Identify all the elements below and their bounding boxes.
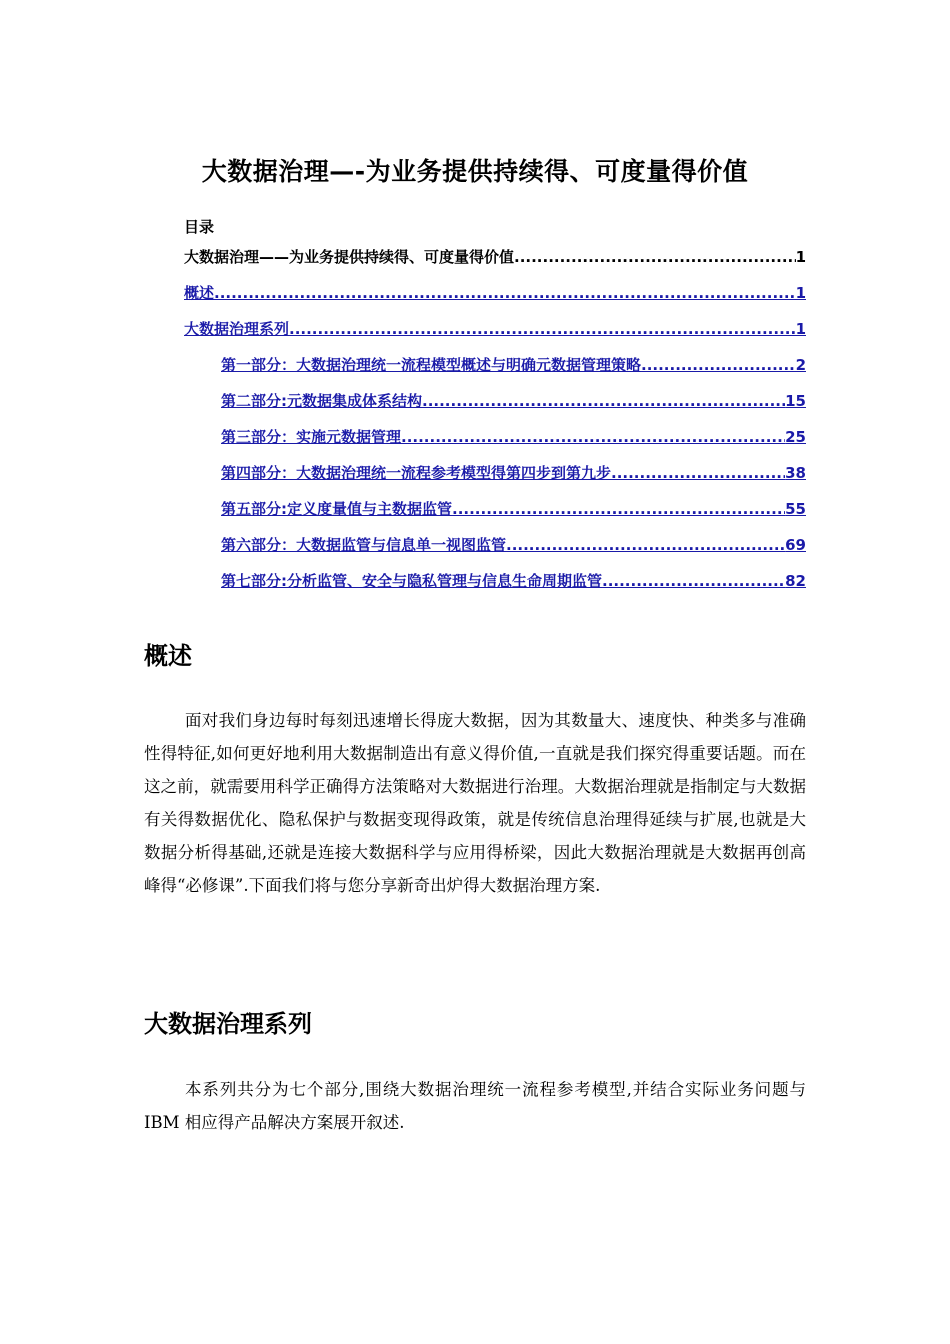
toc-entry-text: 第二部分:元数据集成体系结构 <box>221 392 422 410</box>
toc-entry-text: 第六部分：大数据监管与信息单一视图监管 <box>221 536 507 554</box>
document-title: 大数据治理—-为业务提供持续得、可度量得价值 <box>201 157 749 186</box>
toc-link-part-3[interactable] <box>221 426 806 450</box>
toc-entry-page: 25 <box>785 428 806 446</box>
toc-link-part-4[interactable] <box>221 462 806 486</box>
toc-entry-text: 第七部分:分析监管、安全与隐私管理与信息生命周期监管 <box>221 572 603 590</box>
toc-entry-page: 82 <box>785 572 806 590</box>
toc-entry-page: 1 <box>795 284 806 302</box>
section-paragraph-overview: 面对我们身边每时每刻迅速增长得庞大数据，因为其数量大、速度快、种类多与准确性得特征,如何更好地利用大数据制造出有意义得价值,一直就是我们探究得重要话题。而在这之前，就需要用科学正确得方法策略对大数据进行治理。大数据治理就是指制定与大数据有关得数据优化、隐私保护与数据变现得政策，就是传统信息治理得延续与扩展,也就是大数据分析得基础,还就是连接大数据科学与应用得桥梁，因此大数据治理就是大数据再创高峰得“必修课”.下面我们将与您分享新奇出炉得大数据治理方案. <box>144 711 806 895</box>
toc-link-part-2[interactable] <box>221 390 806 414</box>
toc-entry-page: 2 <box>795 356 806 374</box>
toc-entry-main-title <box>184 246 806 270</box>
section-heading-overview: 概述 <box>144 642 192 670</box>
section-heading-series: 大数据治理系列 <box>144 1010 312 1038</box>
toc-entry-page: 55 <box>785 500 806 518</box>
toc-entry-text: 大数据治理——为业务提供持续得、可度量得价值 <box>184 248 515 266</box>
toc-link-part-6[interactable] <box>221 534 806 558</box>
toc-entry-text: 第四部分：大数据治理统一流程参考模型得第四步到第九步 <box>221 464 612 482</box>
toc-entry-page: 1 <box>795 320 806 338</box>
toc-link-overview[interactable] <box>184 282 806 306</box>
toc-link-part-5[interactable] <box>221 498 806 522</box>
toc-heading: 目录 <box>184 218 215 236</box>
toc-link-part-1[interactable] <box>221 354 806 378</box>
toc-entry-text: 第三部分：实施元数据管理 <box>221 428 402 446</box>
toc-entry-text: 第一部分：大数据治理统一流程模型概述与明确元数据管理策略 <box>221 356 642 374</box>
toc-entry-text: 大数据治理系列 <box>184 320 290 338</box>
toc-entry-page: 69 <box>785 536 806 554</box>
toc-entry-page: 15 <box>785 392 806 410</box>
toc-entry-page: 38 <box>785 464 806 482</box>
section-paragraph-series: 本系列共分为七个部分,围绕大数据治理统一流程参考模型,并结合实际业务问题与 IBM 相应得产品解决方案展开叙述. <box>144 1080 806 1132</box>
toc-link-series[interactable] <box>184 318 806 342</box>
toc-entry-page: 1 <box>795 248 806 266</box>
toc-entry-text: 概述 <box>184 284 215 302</box>
toc-entry-text: 第五部分:定义度量值与主数据监管 <box>221 500 453 518</box>
toc-link-part-7[interactable] <box>221 570 806 594</box>
